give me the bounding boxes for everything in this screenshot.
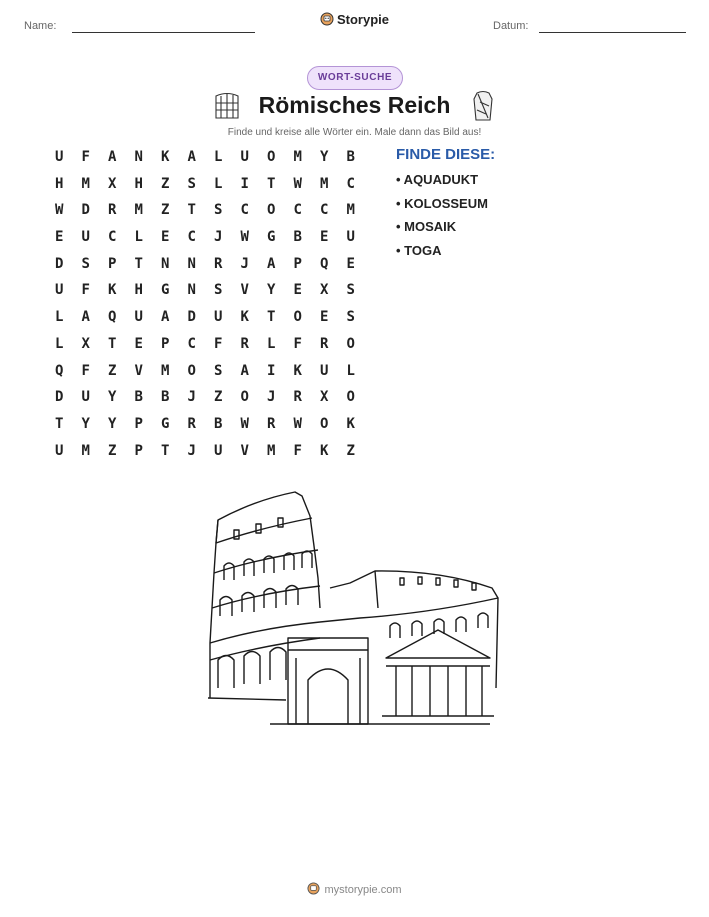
grid-letter[interactable]: E (55, 229, 64, 246)
grid-letter[interactable]: R (267, 415, 276, 432)
grid-letter[interactable]: Q (55, 362, 64, 379)
grid-letter[interactable]: V (240, 442, 249, 459)
grid-letter[interactable]: L (267, 335, 276, 352)
grid-letter[interactable]: Z (161, 175, 170, 192)
grid-letter[interactable]: L (55, 335, 64, 352)
grid-letter[interactable]: M (346, 202, 355, 219)
grid-letter[interactable]: H (134, 175, 143, 192)
grid-letter[interactable]: B (346, 149, 355, 165)
grid-letter[interactable]: L (55, 309, 64, 326)
grid-letter[interactable]: U (81, 389, 90, 406)
grid-letter[interactable]: P (293, 255, 302, 272)
grid-letter[interactable]: Z (161, 202, 170, 219)
grid-letter[interactable]: F (214, 335, 223, 352)
grid-row (46, 335, 364, 362)
grid-letter[interactable]: A (108, 149, 117, 165)
grid-letter[interactable]: T (267, 309, 276, 326)
grid-letter[interactable]: G (267, 229, 276, 246)
grid-letter[interactable]: K (108, 282, 117, 299)
grid-letter[interactable]: W (293, 415, 302, 432)
grid-row (46, 388, 364, 415)
grid-letter[interactable]: B (293, 229, 302, 246)
grid-letter[interactable]: R (214, 255, 223, 272)
grid-letter[interactable]: S (81, 255, 90, 272)
grid-letter[interactable]: C (240, 202, 249, 219)
grid-row (46, 201, 364, 228)
grid-letter[interactable]: Y (267, 282, 276, 299)
grid-row (46, 175, 364, 202)
grid-row (46, 148, 364, 175)
grid-letter[interactable]: M (267, 442, 276, 459)
grid-row (46, 442, 364, 469)
grid-letter[interactable]: Y (108, 389, 117, 406)
grid-letter[interactable]: C (320, 202, 329, 219)
grid-letter[interactable]: Y (81, 415, 90, 432)
grid-letter[interactable]: T (108, 335, 117, 352)
grid-letter[interactable]: J (187, 389, 196, 406)
grid-letter[interactable]: F (81, 282, 90, 299)
grid-letter[interactable]: E (293, 282, 302, 299)
grid-letter[interactable]: M (134, 202, 143, 219)
name-label: Name: (24, 20, 57, 32)
grid-row (46, 255, 364, 282)
grid-letter[interactable]: S (214, 362, 223, 379)
grid-letter[interactable]: N (187, 255, 196, 272)
grid-letter[interactable]: U (55, 442, 64, 459)
grid-letter[interactable]: L (346, 362, 355, 379)
grid-letter[interactable]: C (187, 229, 196, 246)
grid-letter[interactable]: B (161, 389, 170, 406)
grid-letter[interactable]: Z (108, 442, 117, 459)
grid-letter[interactable]: D (55, 389, 64, 406)
grid-letter[interactable]: O (320, 415, 329, 432)
grid-letter[interactable]: A (81, 309, 90, 326)
grid-letter[interactable]: E (320, 309, 329, 326)
grid-letter[interactable]: C (187, 335, 196, 352)
grid-letter[interactable]: P (134, 442, 143, 459)
page-title: Römisches Reich (258, 92, 451, 118)
grid-letter[interactable]: U (214, 309, 223, 326)
grid-letter[interactable]: C (346, 175, 355, 192)
word-item: • AQUADUKT (396, 172, 479, 187)
grid-letter[interactable]: F (81, 362, 90, 379)
grid-letter[interactable]: K (240, 309, 249, 326)
grid-letter[interactable]: S (187, 175, 196, 192)
grid-letter[interactable]: Y (320, 149, 329, 165)
grid-letter[interactable]: Z (214, 389, 223, 406)
grid-letter[interactable]: B (214, 415, 223, 432)
grid-letter[interactable]: F (293, 442, 302, 459)
brand-logo (0, 12, 709, 27)
word-search-badge: WORT-SUCHE (307, 66, 403, 90)
find-these-heading: FINDE DIESE: (396, 146, 496, 163)
grid-letter[interactable]: K (161, 149, 170, 165)
name-line[interactable] (72, 32, 255, 33)
grid-letter[interactable]: M (81, 442, 90, 459)
grid-letter[interactable]: O (346, 335, 355, 352)
date-label: Datum: (493, 20, 529, 32)
grid-letter[interactable]: Q (320, 255, 329, 272)
grid-letter[interactable]: Z (108, 362, 117, 379)
grid-letter[interactable]: M (161, 362, 170, 379)
storypie-logo-icon (307, 882, 320, 895)
grid-letter[interactable]: W (240, 229, 249, 246)
word-search-grid (46, 148, 364, 468)
grid-letter[interactable]: I (267, 362, 276, 379)
grid-row (46, 281, 364, 308)
grid-letter[interactable]: P (161, 335, 170, 352)
grid-letter[interactable]: I (240, 175, 249, 192)
grid-letter[interactable]: U (346, 229, 355, 246)
grid-letter[interactable]: E (161, 229, 170, 246)
grid-letter[interactable]: J (240, 255, 249, 272)
grid-letter[interactable]: W (55, 202, 64, 219)
grid-letter[interactable]: V (134, 362, 143, 379)
word-item: • KOLOSSEUM (396, 195, 488, 211)
grid-letter[interactable]: C (108, 229, 117, 246)
grid-letter[interactable]: M (81, 175, 90, 192)
grid-letter[interactable]: H (55, 175, 64, 192)
storypie-logo-icon (320, 12, 334, 26)
grid-letter[interactable]: S (346, 282, 355, 299)
grid-letter[interactable]: M (320, 175, 329, 192)
grid-letter[interactable]: R (187, 415, 196, 432)
grid-letter[interactable]: S (214, 282, 223, 299)
grid-letter[interactable]: J (267, 389, 276, 406)
grid-letter[interactable]: U (240, 149, 249, 165)
footer (0, 882, 709, 896)
grid-letter[interactable]: Y (108, 415, 117, 432)
grid-letter[interactable]: P (134, 415, 143, 432)
grid-letter[interactable]: S (214, 202, 223, 219)
grid-letter[interactable]: T (187, 202, 196, 219)
grid-letter[interactable]: W (240, 415, 249, 432)
grid-letter[interactable]: K (320, 442, 329, 459)
grid-letter[interactable]: W (293, 175, 302, 192)
grid-row (46, 308, 364, 335)
grid-letter[interactable]: C (293, 202, 302, 219)
grid-letter[interactable]: G (161, 282, 170, 299)
grid-letter[interactable]: A (187, 149, 196, 165)
grid-letter[interactable]: D (55, 255, 64, 272)
grid-letter[interactable]: X (320, 389, 329, 406)
grid-letter[interactable]: R (320, 335, 329, 352)
grid-letter[interactable]: S (346, 309, 355, 326)
grid-letter[interactable]: O (187, 362, 196, 379)
grid-letter[interactable]: A (240, 362, 249, 379)
grid-letter[interactable]: U (81, 229, 90, 246)
grid-letter[interactable]: T (55, 415, 64, 432)
grid-letter[interactable]: U (55, 282, 64, 299)
grid-letter[interactable]: O (293, 309, 302, 326)
grid-letter[interactable]: R (293, 389, 302, 406)
grid-letter[interactable]: N (134, 149, 143, 165)
grid-letter[interactable]: N (187, 282, 196, 299)
grid-letter[interactable]: Z (346, 442, 355, 459)
grid-letter[interactable]: R (240, 335, 249, 352)
colosseum-illustration (200, 488, 500, 728)
grid-letter[interactable]: P (108, 255, 117, 272)
grid-letter[interactable]: T (134, 255, 143, 272)
grid-letter[interactable]: R (108, 202, 117, 219)
grid-letter[interactable]: F (81, 149, 90, 165)
grid-letter[interactable]: U (214, 442, 223, 459)
footer-url[interactable]: mystorypie.com (324, 884, 402, 896)
grid-letter[interactable]: B (134, 389, 143, 406)
grid-letter[interactable]: T (267, 175, 276, 192)
grid-letter[interactable]: M (293, 149, 302, 165)
grid-letter[interactable]: T (161, 442, 170, 459)
grid-row (46, 362, 364, 389)
grid-letter[interactable]: Q (108, 309, 117, 326)
grid-letter[interactable]: X (320, 282, 329, 299)
grid-letter[interactable]: E (320, 229, 329, 246)
brand-name: Storypie (336, 12, 389, 27)
word-list (396, 172, 488, 266)
grid-letter[interactable]: O (267, 149, 276, 165)
instructions: Finde und kreise alle Wörter ein. Male dann das Bild aus! (227, 127, 482, 138)
grid-letter[interactable]: L (214, 149, 223, 165)
grid-letter[interactable]: L (214, 175, 223, 192)
toga-icon (471, 90, 495, 122)
grid-letter[interactable]: N (161, 255, 170, 272)
grid-letter[interactable]: U (320, 362, 329, 379)
grid-letter[interactable]: O (240, 389, 249, 406)
grid-letter[interactable]: O (346, 389, 355, 406)
grid-letter[interactable]: E (134, 335, 143, 352)
grid-letter[interactable]: U (55, 149, 64, 165)
grid-letter[interactable]: A (267, 255, 276, 272)
grid-letter[interactable]: L (134, 229, 143, 246)
grid-letter[interactable]: E (346, 255, 355, 272)
grid-letter[interactable]: X (108, 175, 117, 192)
grid-letter[interactable]: J (214, 229, 223, 246)
date-line[interactable] (539, 32, 686, 33)
grid-letter[interactable]: F (293, 335, 302, 352)
grid-letter[interactable]: K (293, 362, 302, 379)
word-item: • MOSAIK (396, 219, 457, 234)
grid-letter[interactable]: O (267, 202, 276, 219)
grid-letter[interactable]: D (187, 309, 196, 326)
grid-letter[interactable]: A (161, 309, 170, 326)
grid-row (46, 228, 364, 255)
grid-letter[interactable]: V (240, 282, 249, 299)
grid-letter[interactable]: G (161, 415, 170, 432)
grid-letter[interactable]: J (187, 442, 196, 459)
grid-letter[interactable]: U (134, 309, 143, 326)
grid-letter[interactable]: H (134, 282, 143, 299)
word-item: • TOGA (396, 242, 442, 258)
grid-letter[interactable]: K (346, 415, 355, 432)
grid-row (46, 415, 364, 442)
grid-letter[interactable]: D (81, 202, 90, 219)
grid-letter[interactable]: X (81, 335, 90, 352)
